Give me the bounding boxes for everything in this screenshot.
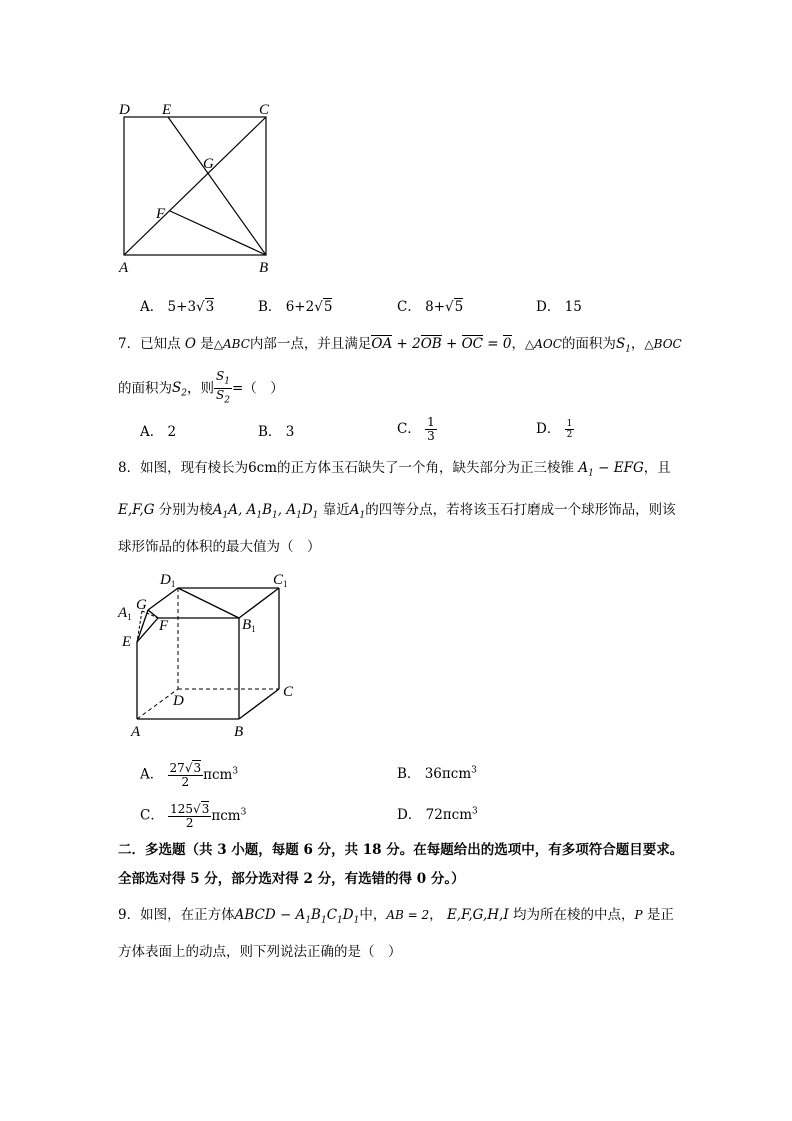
q7-option-a[interactable]: [140, 420, 176, 440]
label-g: G: [136, 597, 147, 613]
q7-option-b-label: B．: [258, 424, 282, 440]
q7-text-7: 的面积为: [118, 380, 172, 397]
q8-option-b-label: B．: [397, 766, 421, 782]
q9-p: P: [634, 908, 643, 922]
q6-option-a-value: 5+3√3: [167, 299, 215, 315]
q9-text-3: ，: [429, 907, 443, 923]
q9-line-1: [118, 905, 674, 931]
q7-tri-abc: △ABC: [213, 337, 250, 351]
q8-option-a-value: $\frac{27√3}{2}$ πcm$^3$: [169, 760, 239, 789]
q7-option-b-value: 3: [285, 424, 295, 440]
label-d: D: [119, 102, 130, 118]
label-f: F: [156, 206, 166, 222]
q7-tri-boc: △BOC: [644, 337, 682, 351]
q8-option-c-value: $\frac{125√3}{2}$ πcm$^3$: [170, 801, 247, 830]
edge-g-d1: [148, 588, 178, 610]
section2-line-1: 二．多选题（共 3 小题，每题 6 分，共 18 分。在每题给出的选项中，有多项符合题目要求。: [118, 842, 684, 858]
q7-text-9: =（ ）: [231, 380, 284, 397]
q6-option-b-label: B．: [258, 299, 282, 315]
q9-text-4: 均为所在棱的中点，: [512, 907, 635, 923]
q8-line-2: [118, 500, 676, 526]
q8-option-a[interactable]: [140, 752, 238, 794]
q7-tri-aoc: △AOC: [525, 337, 562, 351]
q7-text-2: 是: [200, 336, 214, 352]
q6-option-c[interactable]: [397, 295, 463, 315]
q8-number: 8．: [118, 460, 141, 476]
q8-line-3: [118, 537, 321, 557]
q7-vector-equation: OA + 2OB + OC = 0: [371, 336, 512, 352]
q7-option-c-value: $\frac{1}{3}$: [427, 415, 435, 443]
line-eb: [168, 117, 266, 255]
label-b: B: [259, 260, 269, 276]
q7-option-a-value: 2: [167, 424, 177, 440]
q8-option-c[interactable]: [140, 793, 246, 835]
edge-c-b: [239, 689, 279, 719]
label-a: A: [131, 724, 141, 740]
q8-option-c-label: C．: [140, 807, 164, 824]
q7-text-5: 的面积为: [561, 336, 616, 352]
q7-s1: $S_1$: [615, 336, 631, 355]
q6-option-c-label: C．: [397, 299, 421, 315]
q8-option-d-label: D．: [397, 807, 422, 823]
q9-number: 9．: [118, 907, 141, 923]
q8-edges: $A_1A$, $A_1B_1$, $A_1D_1$: [212, 502, 319, 521]
q8-option-d-value: 72πcm$^3$: [425, 806, 478, 823]
q8-text-5: 的四等分点，若将该玉石打磨成一个球形饰品，则该: [365, 502, 676, 518]
q6-option-b-value: 6+2√5: [285, 299, 333, 315]
label-a1: $A_1$: [118, 605, 132, 622]
line-fb: [170, 211, 266, 255]
q9-points: E,F,G,H,I: [446, 907, 509, 923]
label-c: C: [283, 684, 294, 700]
q8-text-6: 球形饰品的体积的最大值为（ ）: [118, 539, 321, 555]
q7-option-a-label: A．: [140, 424, 164, 440]
label-c: C: [259, 102, 270, 118]
q6-option-c-value: 8+√5: [425, 299, 464, 315]
q8-text-4: 靠近: [322, 502, 350, 518]
square-figure: [110, 95, 290, 280]
q8-option-a-label: A．: [140, 766, 164, 783]
section2-line-2: 全部选对得 5 分，部分选对得 2 分，有选错的得 0 分。）: [118, 871, 465, 887]
q7-text-3: 内部一点，并且满足: [249, 336, 372, 352]
q7-text-4: ，: [511, 336, 526, 352]
q7-text-6: ，: [630, 336, 645, 352]
q8-text-3: 分别为棱: [158, 502, 213, 518]
q7-line-1: [118, 334, 682, 360]
line-ac: [124, 117, 266, 255]
q7-s2: $S_2$: [172, 380, 187, 400]
q7-option-d-label: D．: [536, 421, 561, 437]
q6-option-d-value: 15: [564, 299, 582, 315]
label-b1: $B_1$: [242, 617, 256, 634]
q7-point-o: O: [184, 336, 196, 352]
q7-option-c[interactable]: [397, 411, 437, 447]
q9-cube: ABCD − $A_1B_1C_1D_1$: [234, 907, 360, 926]
q9-text-5: 是正: [646, 907, 674, 923]
q8-line-1: [118, 458, 671, 484]
label-e: E: [162, 102, 172, 118]
q7-text-1: 已知点: [140, 336, 181, 352]
cube-figure: [110, 568, 310, 740]
q8-points: E,F,G: [118, 502, 155, 518]
q9-text-2: 中，: [359, 907, 387, 923]
q8-option-d[interactable]: [397, 803, 478, 823]
label-b: B: [234, 724, 244, 740]
q7-option-d[interactable]: [536, 414, 574, 444]
q9-text-1: 如图，在正方体: [140, 907, 235, 923]
q6-option-a[interactable]: [140, 295, 214, 315]
q8-option-b[interactable]: [397, 762, 477, 782]
q7-ratio: $\frac{S_1}{S_2}$: [215, 369, 230, 406]
q6-option-d-label: D．: [536, 299, 561, 315]
q9-line-2: [118, 942, 402, 962]
label-c1: $C_1$: [273, 572, 288, 589]
q7-text-8: ，则: [186, 380, 214, 397]
label-f: F: [159, 618, 169, 634]
q7-number: 7．: [118, 336, 141, 352]
label-g: G: [203, 156, 214, 172]
edge-c1-b1: [239, 588, 279, 618]
q6-option-d[interactable]: [536, 295, 582, 315]
edge-d1-b1: [178, 588, 239, 618]
q8-option-b-value: 36πcm$^3$: [424, 765, 477, 782]
q8-text-2: ，且: [643, 460, 671, 476]
edge-a-d-hidden: [137, 689, 178, 719]
q9-ab: AB = 2: [386, 908, 430, 922]
q6-option-b[interactable]: [258, 295, 332, 315]
label-d: D: [173, 693, 184, 709]
cut-e-g: [137, 610, 148, 642]
q7-option-b[interactable]: [258, 420, 294, 440]
q8-a1: $A_1$: [349, 502, 366, 521]
q8-text-1: 如图，现有棱长为6cm的正方体玉石缺失了一个角，缺失部分为正三棱锥: [140, 460, 575, 476]
label-a: A: [119, 260, 129, 276]
q6-option-a-label: A．: [140, 299, 164, 315]
q7-option-c-label: C．: [397, 421, 421, 437]
q8-pyramid: $A_1$ − EFG: [578, 460, 644, 479]
q7-line-2: [118, 370, 284, 412]
label-e: E: [122, 634, 132, 650]
q7-option-d-value: $\frac{1}{2}$: [566, 419, 573, 440]
q9-text-6: 方体表面上的动点，则下列说法正确的是（ ）: [118, 944, 402, 960]
label-d1: $D_1$: [160, 572, 176, 589]
